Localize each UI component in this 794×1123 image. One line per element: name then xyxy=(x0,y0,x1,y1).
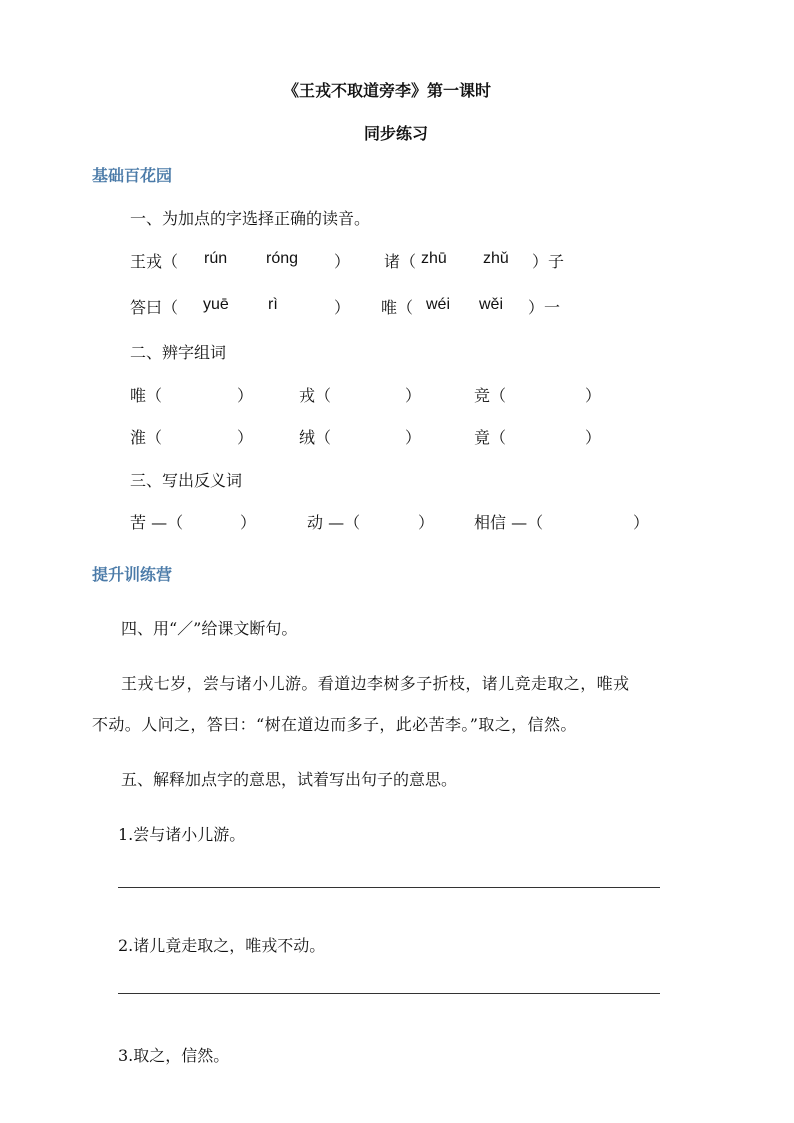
q2-r2-c1-char: 淮（ xyxy=(130,428,163,447)
q2-r2-c2-char: 绒（ xyxy=(299,428,332,447)
q2-r1-c1-char: 唯（ xyxy=(130,386,163,405)
q1-r2-a-char: 答曰（ xyxy=(130,298,179,317)
q1-r1-b-opt2: zhǔ xyxy=(483,250,509,267)
q2-r1-c3-close: ） xyxy=(585,386,602,405)
page-title: 《王戎不取道旁李》第一课时 xyxy=(283,81,492,100)
q1-r1-b-opt1: zhū xyxy=(421,250,447,267)
q3-heading: 三、写出反义词 xyxy=(130,471,243,490)
q4-passage-line-1: 王戎七岁，尝与诸小儿游。看道边李树多子折枝，诸儿竞走取之，唯戎 xyxy=(121,674,630,693)
q2-r1-c2-char: 戎（ xyxy=(299,386,332,405)
q1-r1-a-opt1: rún xyxy=(204,250,228,267)
q5-item-3: 3.取之，信然。 xyxy=(118,1046,230,1065)
q5-answer-line-2[interactable] xyxy=(118,993,660,994)
q1-r1-b-close: ）子 xyxy=(532,252,565,271)
q1-r1-a-char: 王戎（ xyxy=(130,252,179,271)
q1-r1-a-close: ） xyxy=(334,252,351,271)
q2-r1-c2-close: ） xyxy=(405,386,422,405)
page-subtitle: 同步练习 xyxy=(364,124,429,143)
q1-r1-a-opt2: róng xyxy=(266,250,299,267)
section-heading-basics: 基础百花园 xyxy=(92,166,173,185)
q4-passage-line-2: 不动。人问之，答曰：“树在道边而多子，此必苦李。”取之，信然。 xyxy=(92,715,577,734)
q5-item-2: 2.诸儿竟走取之，唯戎不动。 xyxy=(118,936,326,955)
q2-r2-c3-char: 竟（ xyxy=(474,428,507,447)
q2-heading: 二、辨字组词 xyxy=(130,343,227,362)
q3-item-2-close: ） xyxy=(418,513,435,532)
q4-heading: 四、用“／”给课文断句。 xyxy=(121,619,298,638)
q5-item-1: 1.尝与诸小儿游。 xyxy=(118,825,246,844)
q1-r2-a-opt2: rì xyxy=(268,296,278,313)
q3-item-1-close: ） xyxy=(240,513,257,532)
section-heading-advanced: 提升训练营 xyxy=(92,565,173,584)
q1-r2-b-close: ）一 xyxy=(528,298,561,317)
q1-r2-b-opt1: wéi xyxy=(426,296,451,313)
q5-answer-line-1[interactable] xyxy=(118,887,660,888)
q2-r1-c3-char: 竞（ xyxy=(474,386,507,405)
q3-item-3-word: 相信 —（ xyxy=(474,513,544,532)
q5-heading: 五、解释加点字的意思，试着写出句子的意思。 xyxy=(121,770,458,789)
q3-item-1-word: 苦 —（ xyxy=(130,513,184,532)
q3-item-3-close: ） xyxy=(633,513,650,532)
q1-r2-a-opt1: yuē xyxy=(203,296,229,313)
q2-r2-c3-close: ） xyxy=(585,428,602,447)
q2-r1-c1-close: ） xyxy=(237,386,254,405)
q1-r2-b-opt2: wěi xyxy=(479,296,504,313)
q3-item-2-word: 动 —（ xyxy=(307,513,361,532)
q1-r2-b-char: 唯（ xyxy=(381,298,414,317)
q2-r2-c1-close: ） xyxy=(237,428,254,447)
q1-r1-b-char: 诸（ xyxy=(384,252,417,271)
q1-r2-a-close: ） xyxy=(334,298,351,317)
q1-heading: 一、为加点的字选择正确的读音。 xyxy=(130,209,371,228)
q2-r2-c2-close: ） xyxy=(405,428,422,447)
